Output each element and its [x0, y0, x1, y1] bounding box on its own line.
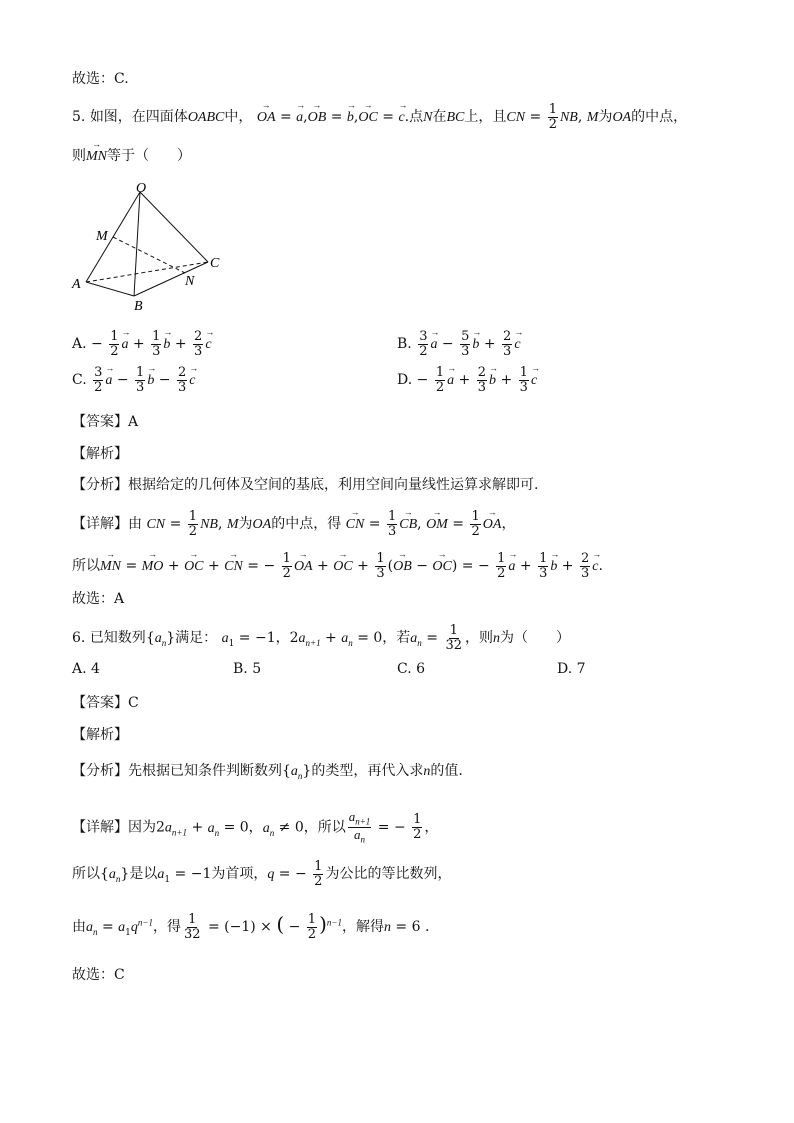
q5-text: .点 — [404, 109, 424, 126]
tetrahedron-figure — [70, 178, 230, 316]
q6-option-d[interactable]: D. 7 — [557, 661, 586, 677]
vector-b: → b — [347, 110, 354, 126]
q5-analysis-tag: 【解析】 — [72, 446, 128, 462]
segment-oa: OA — [612, 110, 632, 126]
vector-c: → c — [398, 110, 404, 126]
label-b: B — [134, 299, 143, 314]
q5-option-b[interactable]: B. $\frac{3}{2}$ → a − $\frac{5}{3}$ → b + $\frac{2}{3}$ → c — [397, 330, 521, 358]
vector-oc: → OC — [358, 110, 377, 126]
tetrahedron-name: OABC — [187, 110, 225, 126]
q5-number: 5. — [72, 109, 86, 126]
q6-option-b[interactable]: B. 5 — [233, 661, 262, 677]
q5-final: 故选：A — [72, 591, 125, 607]
vector-a: → a — [296, 110, 303, 126]
segment-cn: CN — [506, 110, 526, 126]
q6-xiangjie-line2: 所以$\{a_n\}$是以$a_1 = -1$为首项，q = − $\frac{1}{2}$ 为公比的等比数列， — [72, 859, 452, 889]
q6-analysis-tag: 【解析】 — [72, 727, 128, 743]
vector-ob: → OB — [308, 110, 327, 126]
q6-fenxi: 【分析】先根据已知条件判断数列$\{a_n\}$的类型，再代入求n的值. — [72, 763, 463, 781]
label-m: M — [96, 229, 108, 244]
q6-stem: 6. 已知数列$\{a_n\}$满足： $a_1 = -1$，$2a_{n+1} + a_n = 0$，若$a_n$ = $\frac{1}{32}$ ，则n为（ ） — [72, 623, 570, 653]
q5-fenxi: 【分析】根据给定的几何体及空间的基底，利用空间向量线性运算求解即可. — [72, 477, 539, 493]
previous-answer: 故选：C. — [72, 71, 129, 87]
vector-mn: → MN — [86, 149, 107, 165]
q5-answer — [72, 411, 138, 431]
label-a: A — [72, 277, 81, 292]
q6-xiangjie-line1: 【详解】因为$2a_{n+1} + a_n = 0$，$a_n \ne 0$，所以 $\frac{a_{n+1}}{a_n}$ = − $\frac{1}{2}$ ， — [72, 809, 439, 845]
point-m: M — [586, 110, 599, 126]
q5-xiangjie-line2: 所以→ MN = → MO + → OC + → CN = − $\frac{1}{2}$ → OA + → OC + $\frac{1}{3}$ (→ OB − → OC) = − $\frac{1}{2}$ → a + $\frac{1}{3}$ → b + $\frac{2}{3}$ → c. — [72, 552, 603, 580]
q6-final: 故选：C — [72, 967, 125, 983]
fraction: $\frac{1}{2}$ — [548, 102, 557, 132]
q5-option-d[interactable]: D. − $\frac{1}{2}$ → a + $\frac{2}{3}$ → b + $\frac{1}{3}$ → c — [397, 366, 537, 394]
q5-text: 则 — [72, 148, 86, 164]
q5-option-a[interactable]: A. − $\frac{1}{2}$ → a + $\frac{1}{3}$ → b + $\frac{2}{3}$ → c — [72, 330, 212, 358]
q6-option-a[interactable]: A. 4 — [72, 661, 100, 677]
q5-option-c[interactable]: C. $\frac{3}{2}$ → a − $\frac{1}{3}$ → b − $\frac{2}{3}$ → c — [72, 366, 195, 394]
q5-stem-line2 — [72, 145, 191, 165]
q5-text: 上，且 — [464, 109, 507, 126]
label-o: O — [136, 181, 147, 196]
answer-tag: 【答案】 — [72, 414, 128, 430]
q5-stem-line1: 5. 如图，在四面体OABC中， → OA = → a,→ OB = → b,→ OC = → c.点N在BC上，且CN = $\frac{1}{2}$ NB, M为OA的中点， — [72, 103, 687, 131]
label-n: N — [185, 274, 195, 289]
point-n: N — [423, 110, 433, 126]
segment-nb: NB — [559, 110, 578, 126]
q6-option-c[interactable]: C. 6 — [397, 661, 426, 677]
q6-answer: 【答案】C — [72, 695, 139, 711]
answer-value: A — [128, 414, 139, 430]
q5-text: 如图，在四面体 — [89, 109, 188, 126]
q6-xiangjie-line3: 由$a_n = a_1q^{n-1}$，得 $\frac{1}{32}$ = (−1) × ( − $\frac{1}{2}$ )$^{n-1}$，解得n = 6 . — [72, 911, 430, 942]
q5-text: 的中点， — [631, 109, 688, 126]
q5-text: 在 — [432, 109, 447, 126]
vector-oa: → OA — [257, 110, 276, 126]
q5-text: 等于（ ） — [107, 148, 191, 164]
label-c: C — [210, 256, 220, 271]
q5-xiangjie-line1: 【详解】由 CN = $\frac{1}{2}$ NB, M为OA的中点，得 → CN = $\frac{1}{3}$ → CB, → OM = $\frac{1}{2}$ → OA， — [72, 510, 515, 538]
q5-text: 为 — [598, 109, 613, 126]
q5-text: 中， — [224, 109, 253, 126]
segment-bc: BC — [446, 110, 465, 126]
